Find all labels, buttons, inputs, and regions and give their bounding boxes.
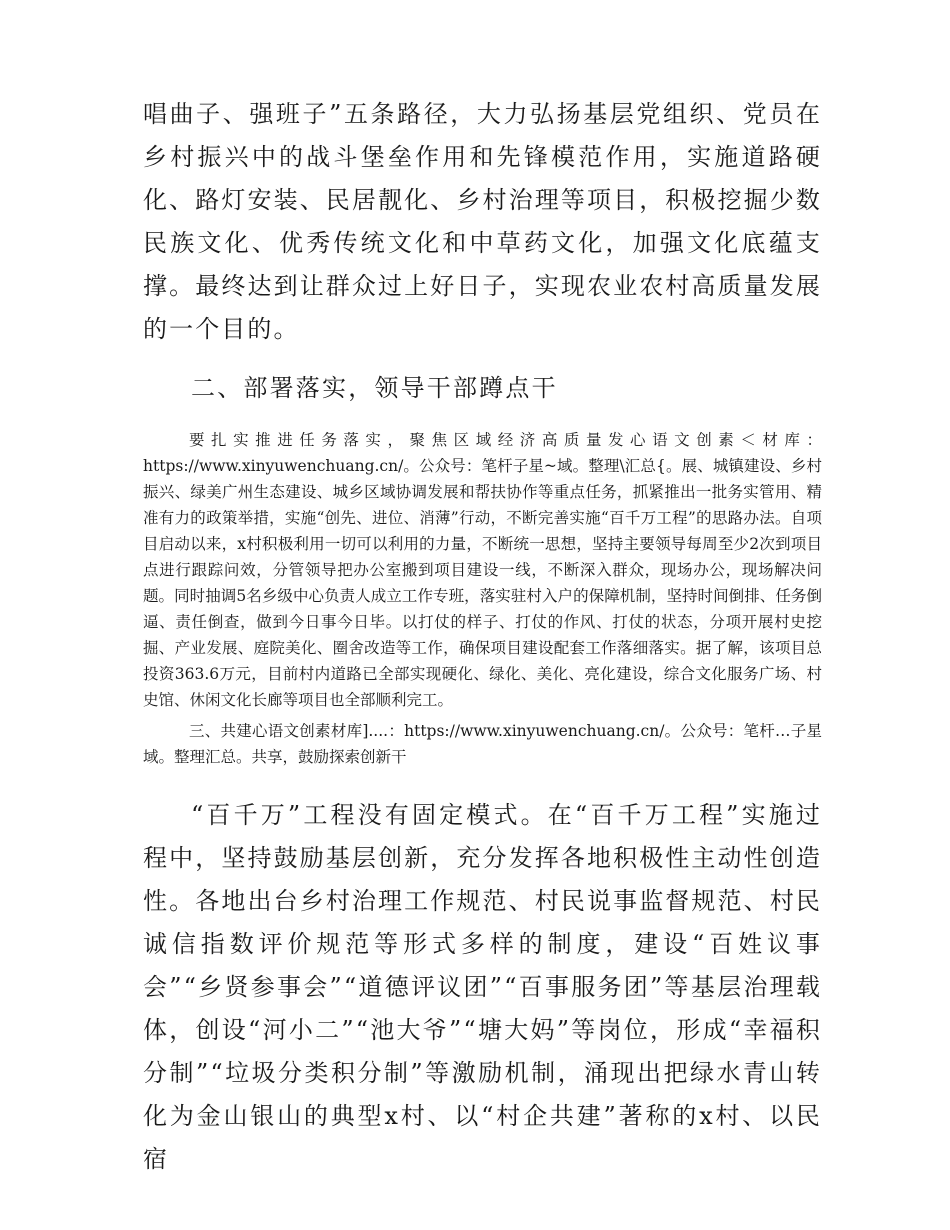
section-heading-2: 二、部署落实，领导干部蹲点干 [191,374,558,402]
paragraph-deployment: 要扎实推进任务落实，聚焦区域经济高质量发心语文创素＜材库：https://www.xinyuwenchuang.cn/。公众号：笔杆子星~域。整理\汇总{。展、城镇建设、乡村振兴、绿美广州生态建设、城乡区域协调发展和帮扶协作等重点任务，抓紧推出一批务实管用、精准有力的政策举措，实施“创先、进位、消薄”行动，不断完善实施“百千万工程”的思路办法。自项目启动以来，x村积极利用一切可以利用的力量，不断统一思想，坚持主要领导每周至少2次到项目点进行跟踪问效，分管领导把办公室搬到项目建设一线，不断深入群众，现场办公，现场解决问题。同时抽调5名乡级中心负责人成立工作专班，落实驻村入户的保障机制，坚持时间倒排、任务倒逼、责任倒查，做到今日事今日毕。以打仗的样子、打仗的作风、打仗的状态，分项开展村史挖掘、产业发展、庭院美化、圈舍改造等工作，确保项目建设配套工作落细落实。据了解，该项目总投资363.6万元，目前村内道路已全部实现硬化、绿化、美化、亮化建设，综合文化服务广场、村史馆、休闲文化长廊等项目也全部顺利完工。 [143,431,822,709]
section-heading-3: 三、共建心语文创素材库]....：https://www.xinyuwenchuang.cn/。公众号：笔杆…子星域。整理汇总。共享，鼓励探索创新干 [143,722,822,766]
paragraph-innovation: “百千万”工程没有固定模式。在“百千万工程”实施过程中，坚持鼓励基层创新，充分发挥各地积极性主动性创造性。各地出台乡村治理工作规范、村民说事监督规范、村民诚信指数评价规范等形式多样的制度，建设“百姓议事会”“乡贤参事会”“道德评议团”“百事服务团”等基层治理载体，创设“河小二”“池大爷”“塘大妈”等岗位，形成“幸福积分制”“垃圾分类积分制”等激励机制，涌现出把绿水青山转化为金山银山的典型x村、以“村企共建”著称的x村、以民宿 [143,801,822,1173]
paragraph-path-summary: 唱曲子、强班子”五条路径，大力弘扬基层党组织、党员在乡村振兴中的战斗堡垒作用和先锋模范作用，实施道路硬化、路灯安装、民居靓化、乡村治理等项目，积极挖掘少数民族文化、优秀传统文化和中草药文化，加强文化底蕴支撑。最终达到让群众过上好日子，实现农业农村高质量发展的一个目的。 [143,100,822,343]
